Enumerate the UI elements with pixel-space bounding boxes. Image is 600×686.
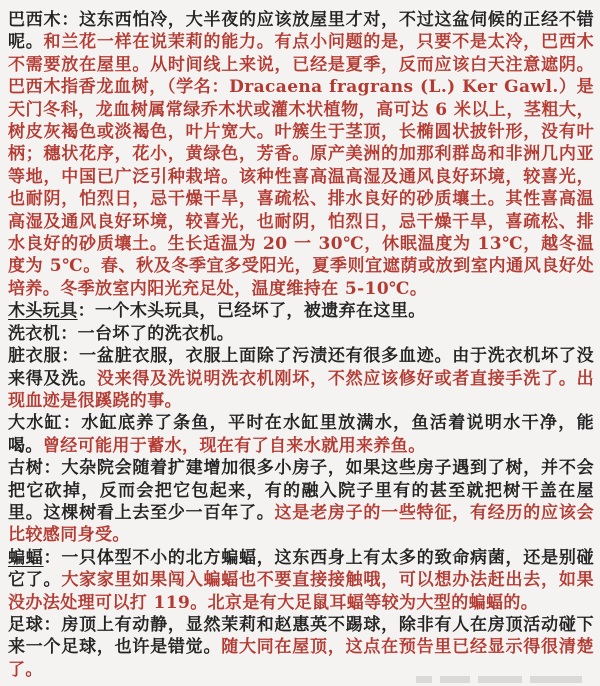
section-title-colon: ： (60, 323, 78, 343)
section-title-colon: ： (43, 614, 62, 634)
text-segment-red: 这是老房子的一些特征，有经历的应该会比较感同身受。 (8, 502, 594, 546)
cropped-watermark (416, 672, 586, 686)
section-title-xiyiji: 洗衣机 (8, 323, 61, 343)
section-title-colon: ： (61, 10, 80, 29)
text-segment-black: 一盆脏衣服，衣服上面除了污渍还有很多血迹。由于洗衣机坏了没来得及洗。 (8, 346, 595, 388)
section-title-mutou-wanju: 木头玩具 (8, 301, 78, 321)
section-title-colon: ： (77, 301, 96, 321)
text-segment-black: 一个木头玩具，已经坏了，被遗弃在这里。 (95, 301, 426, 321)
section-title-colon: ： (43, 458, 62, 478)
text-segment-black: 一只体型不小的北方蝙蝠，这东西身上有太多的致命病菌，还是别碰它了。 (8, 547, 595, 590)
section-bianfu (8, 547, 594, 614)
text-segment-red: 随大同在屋顶，这点在预告里已经显示得很清楚了。 (8, 637, 594, 680)
section-dashuigang (8, 412, 594, 457)
section-title-colon: ： (61, 346, 80, 366)
text-segment-black: 房顶上有动静，显然茉莉和赵惠英不踢球，除非有人在房顶活动碰下来一个足球，也许是错觉。 (8, 614, 595, 657)
text-segment-black: 一台坏了的洗衣机。 (77, 323, 235, 343)
section-title-dashuigang: 大水缸 (8, 413, 64, 433)
text-segment-red: 和兰花一样在说茉莉的能力。有点小问题的是，只要不是太冷，巴西木不需要放在屋里。从时间线上来说，已经是夏季，反而应该白天注意遮阴。巴西木指香龙血树，（学名：Dracaena fragrans (L.) Ker Gawl.）是天门冬科，龙血树属常绿乔木状或灌木状植物，高可达 6 米以上，茎粗大，树皮灰褐色或淡褐色，叶片宽大。叶簇生于茎顶，长椭圆状披针形，没有叶柄；穗状花序，花小，黄绿色，芳香。原产美洲的加那利群岛和非洲几内亚等地，中国已广泛引种栽培。该种性喜高温高湿及通风良好环境，较喜光，也耐阴，怕烈日，忌干燥干旱，喜疏松、排水良好的砂质壤土。其性喜高温高湿及通风良好环境，较喜光，也耐阴，怕烈日，忌干燥干旱，喜疏松、排水良好的砂质壤土。生长适温为 20 一 30℃，休眠温度为 13℃，越冬温度为 5℃。春、秋及冬季宜多受阳光，夏季则宜遮荫或放到室内通风良好处培养。冬季放室内阳光充足处，温度维持在 5-10℃。 (8, 32, 594, 299)
text-segment-red: 大家家里如果闯入蝙蝠也不要直接接触哦，可以想办法赶出去，如果没办法处理可以打 119。北京是有大足鼠耳蝠等较为大型的蝙蝠的。 (8, 570, 595, 613)
text-segment-black: 水缸底养了条鱼，平时在水缸里放满水，鱼活着说明水干净，能喝。 (8, 413, 594, 455)
text-segment-black: 这东西怕冷，大半夜的应该放屋里才对，不过这盆伺候的正经不错呢。 (8, 10, 595, 52)
section-title-zangyifu: 脏衣服 (8, 346, 62, 366)
section-mutou-wanju (8, 300, 594, 322)
section-title-bianfu: 蝙蝠 (8, 547, 44, 567)
text-segment-black: 大杂院会随着扩建增加很多小房子，如果这些房子遇到了树，并不会把它砍掉，反而会把它包起来，有的融入院子里有的甚至就把树干盖在屋里。这棵树看上去至少一百年了。 (8, 458, 595, 522)
text-segment-red: 没来得及洗说明洗衣机刚坏，不然应该修好或者直接手洗了。出现血迹是很蹊跷的事。 (8, 368, 594, 411)
section-title-gushu: 古树 (8, 458, 44, 478)
section-xiyiji (8, 323, 594, 345)
section-title-baximu: 巴西木 (8, 10, 62, 29)
text-segment-red: 曾经可能用于蓄水，现在有了自来水就用来养鱼。 (42, 435, 426, 456)
section-title-colon: ： (63, 413, 82, 433)
section-title-colon: ： (43, 547, 62, 567)
section-title-zuqiu: 足球 (8, 614, 44, 634)
section-zangyifu (8, 345, 594, 412)
section-baximu (8, 9, 594, 300)
section-gushu (8, 457, 594, 547)
